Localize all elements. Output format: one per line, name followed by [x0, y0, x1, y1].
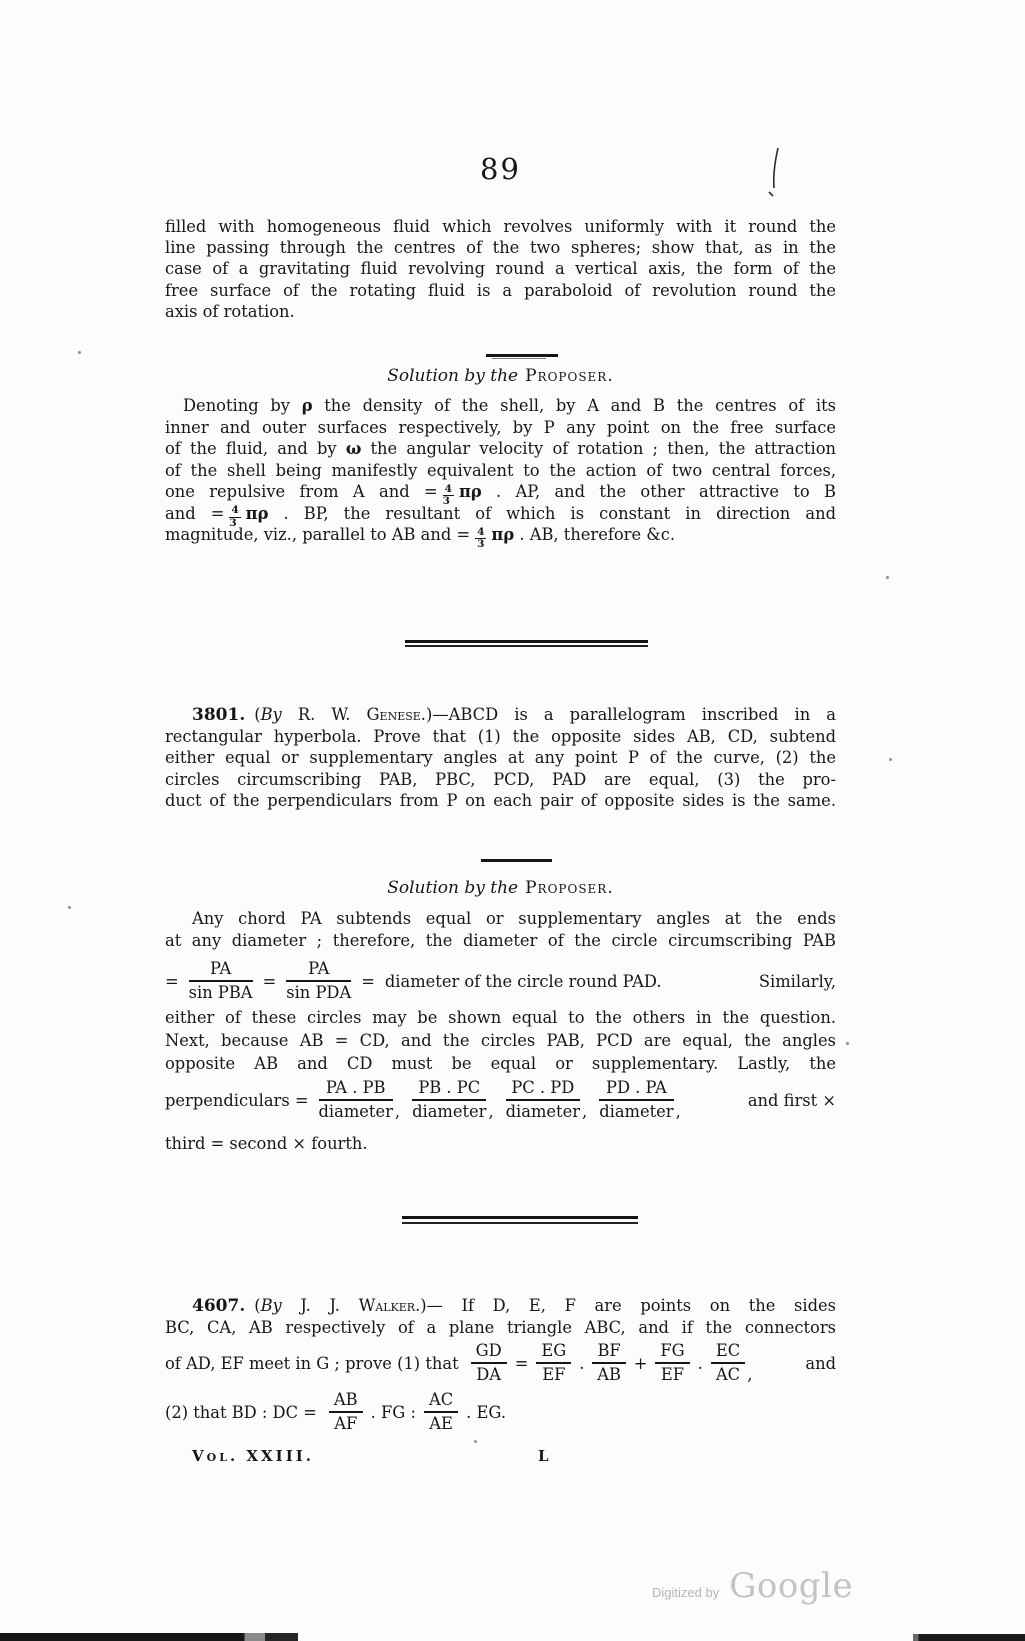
greek-pi-rho: πρ	[458, 482, 482, 501]
separator-rule-double	[402, 1216, 638, 1219]
fraction: $\frac{AC}{AE}$	[424, 1391, 458, 1433]
separator-rule-single	[486, 354, 558, 357]
equation-row-4607-2	[165, 1388, 836, 1436]
fraction: $\frac{AB}{AF}$	[329, 1391, 363, 1433]
author-name: Walker	[358, 1296, 416, 1315]
fraction: $\frac{PA . PB}{\text{diameter}}$	[318, 1078, 393, 1121]
text-line: magnitude, viz., parallel to AB and = $\frac{4}{3}$ πρ . AB, therefore &c.	[165, 525, 676, 550]
text-line: filled with homogeneous fluid which revolves uniformly with it round the	[165, 217, 836, 236]
scan-artifact-dot	[886, 576, 889, 579]
footer-signature-mark: L	[538, 1447, 549, 1465]
fraction: $\frac{PA}{\text{sin PDA}}$	[286, 959, 352, 1002]
scan-artifact-dot	[846, 1042, 849, 1045]
equation-row-4607-1: of AD, EF meet in G ; prove (1) that $\frac{GD}{DA}$ = $\frac{EG}{EF}$ . $\frac{BF}{AB}$ + $\frac{FG}{EF}$ . $\frac{EC}{AC}$ , and	[165, 1341, 836, 1384]
separator-rule-single	[481, 859, 552, 862]
solution-heading-proposer: Proposer.	[525, 878, 614, 898]
author-name: Genese	[366, 705, 421, 724]
solution-3801-paragraph-c	[165, 1134, 836, 1153]
fraction: $\frac{BF}{AB}$	[592, 1342, 625, 1384]
solution-heading	[165, 878, 836, 898]
footer-volume: Vol. XXIII.	[192, 1447, 314, 1465]
greek-pi-rho: πρ	[491, 525, 515, 544]
problem-continuation-paragraph	[165, 216, 836, 322]
text-line: duct of the perpendiculars from P on each pair of opposite sides is the same.	[165, 791, 836, 811]
solution-1-paragraph	[165, 395, 837, 550]
problem-4607-paragraph	[165, 1295, 836, 1338]
text-line: of the fluid, and by ω the angular velocity of rotation ; then, the attraction	[165, 439, 836, 458]
solution-3801-paragraph-b	[165, 1006, 836, 1075]
equals-sign: =	[165, 971, 179, 991]
fraction: $\frac{PB . PC}{\text{diameter}}$	[412, 1078, 487, 1121]
fraction-four-thirds: $\frac{4}{3}$	[477, 525, 485, 550]
equation-mid-text: . FG :	[370, 1402, 416, 1422]
separator-rule-shadow	[492, 358, 546, 359]
text-line: Denoting by ρ the density of the shell, by A and B the centres of its	[183, 396, 836, 415]
equation-lead-text: of AD, EF meet in G ; prove (1) that	[165, 1353, 459, 1373]
text-line: free surface of the rotating fluid is a paraboloid of revolution round the	[165, 280, 836, 300]
text-line: third = second × fourth.	[165, 1134, 368, 1153]
equation-lead-text: perpendiculars =	[165, 1090, 309, 1110]
equation-row-perpendiculars: perpendiculars = $\frac{PA . PB}{\text{diameter}}$ , $\frac{PB . PC}{\text{diameter}}$ , $\frac{PC . PD}{\text{diameter}}$ , $\frac{PD . PA}{\text{diameter}}$ , and first ×	[165, 1078, 836, 1121]
equation-tail-text: diameter of the circle round PAD. Similarly,	[384, 971, 836, 991]
greek-omega: ω	[345, 439, 362, 458]
equation-tail-text: and	[805, 1353, 836, 1373]
solution-3801-paragraph-a	[165, 908, 836, 951]
fraction-four-thirds: $\frac{4}{3}$	[229, 504, 239, 529]
problem-number: 3801.	[192, 705, 246, 725]
equation-row-diameters	[165, 957, 836, 1005]
text-line: Any chord PA subtends equal or supplementary angles at the ends	[192, 909, 836, 928]
fraction: $\frac{PA}{\text{sin PBA}}$	[188, 959, 253, 1002]
ink-mark	[762, 145, 784, 199]
fraction: $\frac{FG}{EF}$	[655, 1342, 689, 1384]
text-line: and = $\frac{4}{3}$ πρ . BP, the resultant of which is constant in direction and	[165, 503, 837, 529]
separator-rule-double	[405, 640, 648, 643]
equals-sign: =	[262, 971, 277, 991]
google-watermark	[652, 1566, 853, 1606]
text-line: BC, CA, AB respectively of a plane triangle ABC, and if the connectors	[165, 1317, 836, 1337]
solution-heading-italic: Solution by the	[387, 878, 519, 898]
solution-heading	[165, 366, 836, 386]
fraction-four-thirds: $\frac{4}{3}$	[442, 482, 452, 507]
fraction: $\frac{EG}{EF}$	[536, 1342, 571, 1384]
equation-lead-text: (2) that BD : DC =	[165, 1402, 317, 1422]
text-line: at any diameter ; therefore, the diameter of the circle circumscribing PAB	[165, 930, 836, 950]
page-number: 89	[480, 152, 521, 186]
solution-heading-proposer: Proposer.	[525, 366, 614, 386]
text-line: either of these circles may be shown equal to the others in the question.	[165, 1008, 836, 1027]
scan-artifact-dot	[889, 758, 892, 761]
text-line: either equal or supplementary angles at any point P of the curve, (2) the	[165, 748, 836, 768]
solution-heading-italic: Solution by the	[387, 366, 519, 386]
greek-rho: ρ	[301, 396, 313, 415]
scan-artifact-bar	[0, 1633, 298, 1641]
scan-artifact-dot	[68, 906, 71, 909]
text-line: rectangular hyperbola. Prove that (1) the opposite sides AB, CD, subtend	[165, 726, 836, 746]
equals-sign: =	[514, 1353, 529, 1373]
text-line: one repulsive from A and = $\frac{4}{3}$ πρ . AP, and the other attractive to B	[165, 482, 836, 507]
equation-tail-text: . EG.	[466, 1402, 506, 1422]
problem-3801-paragraph	[165, 704, 836, 812]
separator-rule-double	[402, 1222, 638, 1224]
problem-number: 4607.	[192, 1296, 246, 1316]
text-line: circles circumscribing PAB, PBC, PCD, PAD are equal, (3) the pro-	[165, 769, 836, 789]
multiplication-dot: .	[579, 1353, 585, 1373]
text-line: case of a gravitating fluid revolving round a vertical axis, the form of the	[165, 259, 836, 279]
text-line: axis of rotation.	[165, 301, 295, 321]
text-line: inner and outer surfaces respectively, by P any point on the free surface	[165, 417, 836, 437]
fraction: $\frac{PC . PD}{\text{diameter}}$	[505, 1078, 580, 1121]
greek-pi-rho: πρ	[245, 503, 269, 523]
multiplication-dot: .	[697, 1353, 703, 1373]
watermark-prefix: Digitized by	[652, 1585, 720, 1600]
fraction: $\frac{PD . PA}{\text{diameter}}$	[599, 1078, 674, 1121]
text-line: 3801. (By R. W. Genese.)—ABCD is a parallelogram inscribed in a	[192, 705, 836, 725]
text-line: opposite AB and CD must be equal or supplementary. Lastly, the	[165, 1054, 836, 1073]
text-line: of the shell being manifestly equivalent to the action of two central forces,	[165, 460, 836, 480]
scan-artifact-bar	[913, 1634, 1025, 1641]
text-line: Next, because AB = CD, and the circles PAB, PCD are equal, the angles	[165, 1031, 836, 1050]
separator-rule-double	[405, 645, 648, 647]
text-line: 4607. (By J. J. Walker.)— If D, E, F are points on the sides	[192, 1296, 836, 1316]
equals-sign: =	[361, 971, 375, 991]
text-line: line passing through the centres of the two spheres; show that, as in the	[165, 238, 836, 258]
plus-sign: +	[633, 1353, 648, 1373]
scan-artifact-dot	[474, 1440, 477, 1443]
equation-tail-text: and first ×	[747, 1090, 836, 1110]
google-logo-text: Google	[729, 1566, 854, 1606]
scan-artifact-dot	[78, 351, 81, 354]
fraction: $\frac{GD}{DA}$	[471, 1342, 507, 1384]
fraction: $\frac{EC}{AC}$	[711, 1342, 745, 1384]
